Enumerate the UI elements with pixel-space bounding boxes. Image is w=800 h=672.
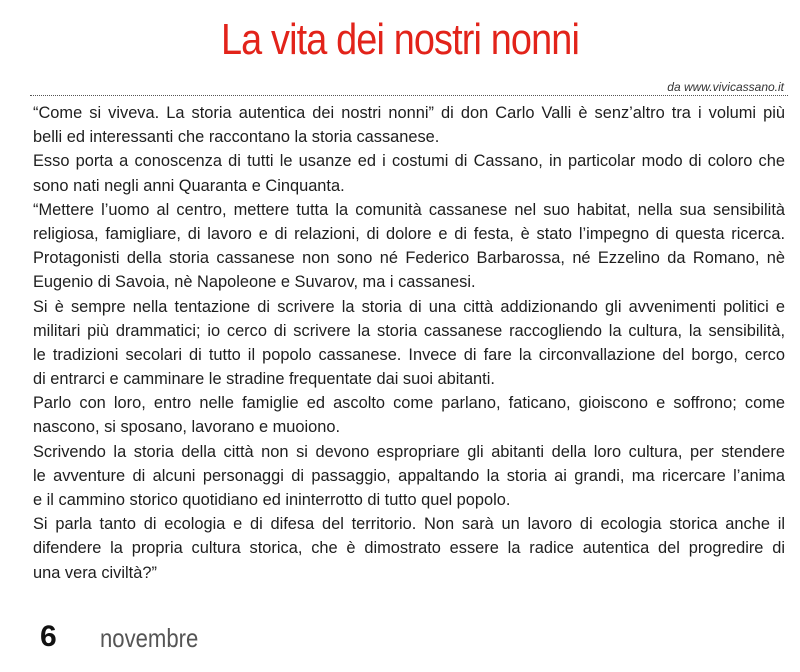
page-number: 6 xyxy=(40,620,57,653)
article-line: Esso porta a conoscenza di tutti le usanze ed i costumi di Cassano, in particolar modo di coloro che xyxy=(33,152,785,171)
header-divider xyxy=(30,95,788,96)
article-line: Protagonisti della storia cassanese non sono né Federico Barbarossa, né Ezzelino da Romano, nè xyxy=(33,249,785,268)
article-line: le tradizioni secolari di tutto il popolo cassanese. Invece di fare la circonvallazione del borgo, cerco xyxy=(33,345,785,364)
article-line: le avventure di alcuni personaggi di passaggio, appaltando la storia ai grandi, ma ricercare l’anima xyxy=(33,466,785,485)
article-line: Si parla tanto di ecologia e di difesa del territorio. Non sarà un lavoro di ecologia storica anche il xyxy=(33,515,785,534)
article-line: sono nati negli anni Quaranta e Cinquanta. xyxy=(33,176,345,195)
page-title: La vita dei nostri nonni xyxy=(220,15,580,64)
article-line: di entrarci e camminare le stradine frequentate dai suoi abitanti. xyxy=(33,370,495,389)
article-body xyxy=(33,101,785,585)
article-line: “Come si viveva. La storia autentica dei nostri nonni” di don Carlo Valli è senz’altro tra i volumi più xyxy=(33,104,785,122)
article-line: Parlo con loro, entro nelle famiglie ed ascolto come parlano, faticano, gioiscono e soffrono; come xyxy=(33,394,785,413)
article-line: nascono, si sposano, lavorano e muoiono. xyxy=(33,418,341,437)
article-line: Scrivendo la storia della città non si devono espropriare gli abitanti della loro cultura, per stendere xyxy=(33,442,785,461)
article-line: Si è sempre nella tentazione di scrivere la storia di una città addizionando gli avvenimenti politici e xyxy=(33,297,785,316)
issue-month: novembre xyxy=(100,623,199,653)
article-line: Eugenio di Savoia, nè Napoleone e Suvarov, ma i cassanesi. xyxy=(33,273,476,292)
article-line: una vera civiltà?” xyxy=(33,563,157,582)
article-line: difendere la propria cultura storica, che è dimostrato essere la radice autentica del progredire di xyxy=(33,539,785,558)
article-line: “Mettere l’uomo al centro, mettere tutta la comunità cassanese nel suo habitat, nella sua sensibilità xyxy=(33,200,785,219)
article-line: belli ed interessanti che raccontano la storia cassanese. xyxy=(33,128,440,147)
article-line: e il cammino storico quotidiano ed ininterrotto di tutto quel popolo. xyxy=(33,491,511,509)
article-line: militari più drammatici; io cerco di scrivere la storia cassanese raccogliendo la cultura, la sensibilità, xyxy=(33,321,785,340)
source-credit: da www.vivicassano.it xyxy=(667,80,784,94)
article-line: religiosa, famigliare, di lavoro e di relazioni, di dolore e di festa, è stato l’impegno di questa ricerca. xyxy=(33,224,785,243)
